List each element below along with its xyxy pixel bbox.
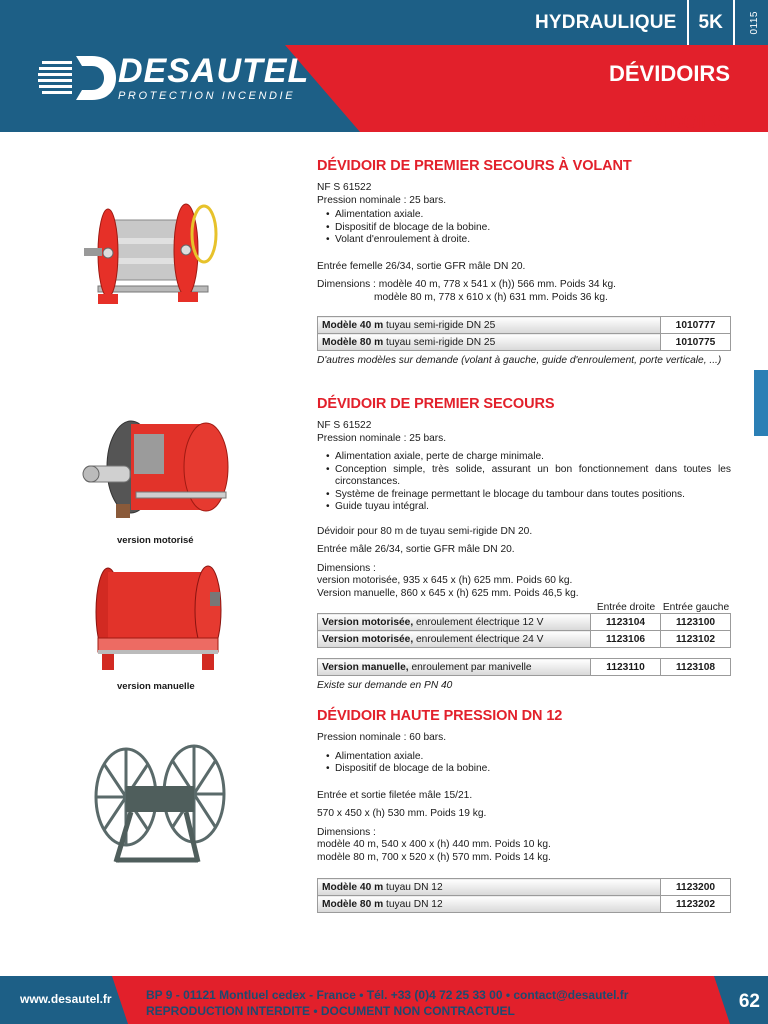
norm-text: NF S 61522 [317,182,372,193]
model-desc: tuyau DN 12 [383,881,443,893]
header-top-bar [535,0,760,45]
motorized-hose-reel-image [76,412,236,524]
dimensions-text: modèle 40 m, 540 x 400 x (h) 440 mm. Poids 10 kg. [317,839,551,850]
chapter-side-tab [754,370,768,436]
table-row [318,896,731,913]
chapter-code: 5K [698,11,723,33]
disclaimer-line: REPRODUCTION INTERDITE • DOCUMENT NON CONTRACTUEL [146,1004,515,1018]
model-desc: enroulement électrique 12 V [413,616,544,628]
pressure-text: Pression nominale : 25 bars. [317,432,447,444]
model-label: Modèle 40 m [322,881,384,893]
reference-table [317,613,731,648]
dimensions-text: modèle 80 m, 778 x 610 x (h) 631 mm. Poids 36 kg. [374,291,608,303]
reference-code: 1123106 [591,631,661,648]
list-item: • Guide tuyau intégral. [326,501,731,514]
feature-list [317,209,731,247]
model-desc: tuyau semi-rigide DN 25 [383,319,496,331]
high-pressure-reel-image [86,742,234,868]
reference-table [317,316,731,351]
section-high-pressure-reel [317,708,731,913]
reference-code: 1123110 [591,659,661,676]
page-number: 62 [738,991,760,1012]
website-link[interactable]: www.desautel.fr [20,992,112,1006]
column-header-left-inlet: Entrée gauche [662,602,730,613]
section-title: DÉVIDOIR DE PREMIER SECOURS [317,396,555,412]
model-label: Version motorisée, [322,633,414,645]
dimensions-label: Dimensions : [317,826,376,838]
table-column-headers [317,602,731,613]
table-row [318,879,731,896]
reference-code: 1123100 [661,614,731,631]
pressure-text: Pression nominale : 60 bars. [317,732,447,743]
logo-name: DESAUTEL [118,52,310,90]
table-row [318,317,731,334]
model-desc: tuyau semi-rigide DN 25 [383,336,496,348]
manual-hose-reel-image [88,562,226,674]
reference-code: 1123104 [591,614,661,631]
pressure-text: Pression nominale : 25 bars. [317,194,447,206]
image-caption: version motorisé [117,535,194,546]
inlet-text: Entrée mâle 26/34, sortie GFR mâle DN 20. [317,544,515,555]
edition-date: 0115 [748,10,760,35]
section-subtitle: DÉVIDOIRS [625,112,730,133]
header-separator [733,0,735,45]
model-label: Modèle 80 m [322,898,384,910]
desautel-logo[interactable] [36,52,309,104]
model-desc: tuyau DN 12 [383,898,443,910]
section-hand-wheel-reel [317,158,731,366]
reference-code: 1123202 [661,896,731,913]
image-caption: version manuelle [117,681,195,692]
norm-text: NF S 61522 [317,420,372,431]
dimensions-text: Dimensions : modèle 40 m, 778 x 541 x (h)) 566 mm. Poids 34 kg. [317,279,616,290]
table-row [318,334,731,351]
reference-table [317,878,731,913]
list-item: • Dispositif de blocage de la bobine. [326,222,731,235]
reference-code: 1123200 [661,879,731,896]
note-text: D'autres modèles sur demande (volant à gauche, guide d'enroulement, porte verticale, ...) [317,355,722,366]
table-row [318,659,731,676]
table-row [318,631,731,648]
size-text: 570 x 450 x (h) 530 mm. Poids 19 kg. [317,808,487,819]
list-item: • Système de freinage permettant le blocage du tambour dans toutes positions. [326,489,731,502]
feature-list [317,451,731,514]
feature-list [317,751,731,776]
header-separator [687,0,689,45]
list-item: • Alimentation axiale. [326,209,731,222]
section-first-aid-reel [317,396,731,691]
list-item: • Volant d'enroulement à droite. [326,234,731,247]
category-label: HYDRAULIQUE [535,11,677,33]
section-title: DÉVIDOIR DE PREMIER SECOURS À VOLANT [317,158,632,174]
page-title: DÉVIDOIRS [608,61,730,86]
model-desc: enroulement par manivelle [408,661,532,673]
dimensions-text: Version manuelle, 860 x 645 x (h) 625 mm. Poids 46,5 kg. [317,587,579,599]
contact-line: BP 9 - 01121 Montluel cedex - France • Tél. +33 (0)4 72 25 33 00 • contact@desautel.fr [146,988,629,1002]
reference-table-manual [317,658,731,676]
reference-code: 1123102 [661,631,731,648]
column-header-right-inlet: Entrée droite [596,602,656,613]
model-label: Modèle 80 m [322,336,384,348]
list-item: • Alimentation axiale, perte de charge minimale. [326,451,731,464]
section-title: DÉVIDOIR HAUTE PRESSION DN 12 [317,708,563,724]
reference-code: 1010775 [661,334,731,351]
logo-emblem-icon [36,52,118,104]
inlet-text: Entrée femelle 26/34, sortie GFR mâle DN 20. [317,260,526,272]
hose-text: Dévidoir pour 80 m de tuyau semi-rigide DN 20. [317,525,533,537]
dimensions-text: version motorisée, 935 x 645 x (h) 625 mm. Poids 60 kg. [317,575,573,586]
model-label: Version manuelle, [322,661,409,673]
model-desc: enroulement électrique 24 V [413,633,544,645]
dimensions-label: Dimensions : [317,562,376,574]
table-row [318,614,731,631]
logo-tagline: PROTECTION INCENDIE [118,90,296,102]
dimensions-text: modèle 80 m, 700 x 520 x (h) 570 mm. Poids 14 kg. [317,851,551,863]
list-item: • Dispositif de blocage de la bobine. [326,763,731,776]
reference-code: 1123108 [661,659,731,676]
inlet-text: Entrée et sortie filetée mâle 15/21. [317,789,473,801]
model-label: Version motorisée, [322,616,414,628]
list-item: • Conception simple, très solide, assurant un bon fonctionnement dans toutes les circonstances. [326,464,731,489]
model-label: Modèle 40 m [322,319,384,331]
hose-reel-wheel-image [78,198,228,313]
list-item: • Alimentation axiale. [326,751,731,764]
note-text: Existe sur demande en PN 40 [317,680,453,691]
reference-code: 1010777 [661,317,731,334]
